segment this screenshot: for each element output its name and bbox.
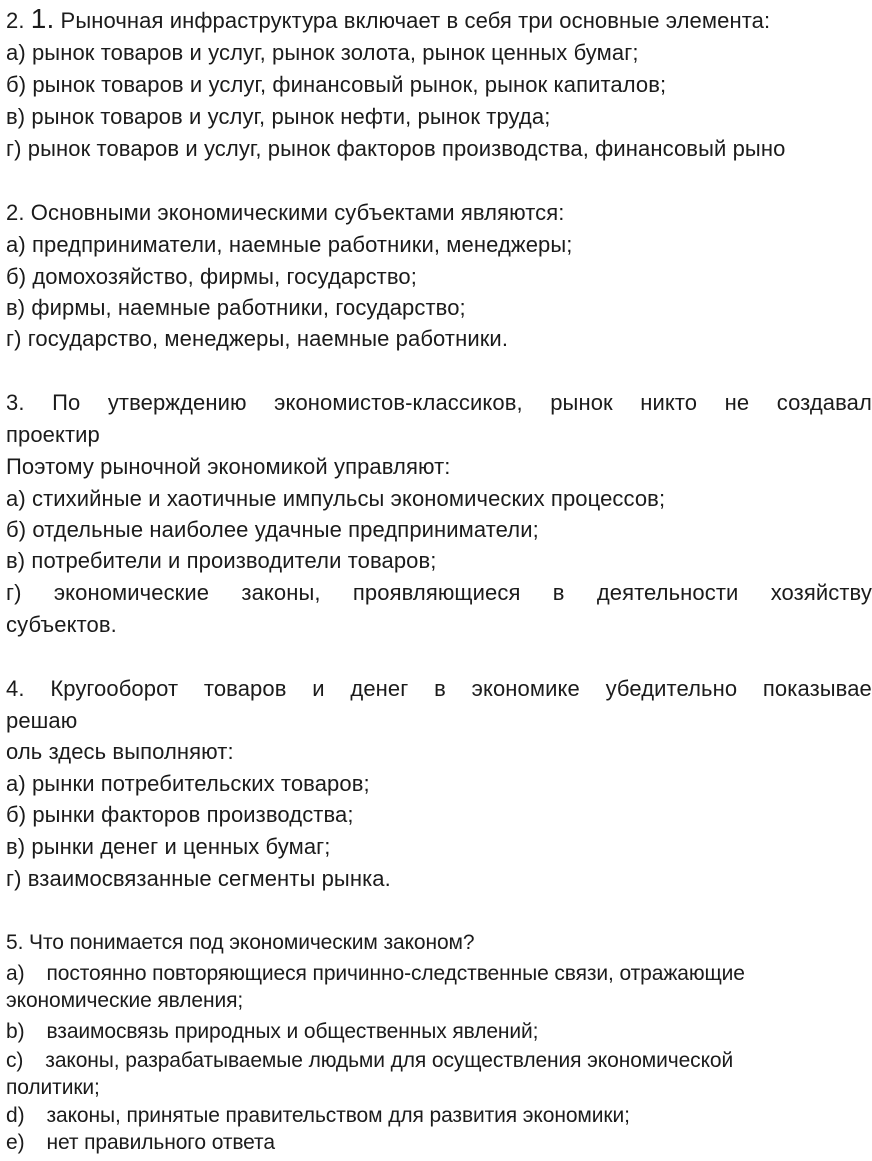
word: в [434,676,446,701]
option-line: б) отдельные наиболее удачные предприниматели; [6,517,539,542]
word: утверждению [107,390,247,415]
question-3-stem-line: проектир [6,422,100,447]
option-line: а) предприниматели, наемные работники, менеджеры; [6,232,573,257]
option-line: в) потребители и производители товаров; [6,548,437,573]
word: товаров [203,676,287,701]
word: денег [350,676,409,701]
word: экономистов-классиков, [274,390,523,415]
word: в [552,580,565,605]
word: проявляющиеся [352,580,521,605]
option-line: г) государство, менеджеры, наемные работники. [6,326,509,351]
question-number: 1. [30,3,55,34]
word: показывае [762,676,872,701]
question-3-stem-line: Поэтому рыночной экономикой управляют: [6,454,451,479]
word: и [312,676,325,701]
option-letter: e) [6,1131,25,1154]
option-continuation: экономические явления; [6,989,244,1012]
option-line: а) рынок товаров и услуг, рынок золота, рынок ценных бумаг; [6,40,639,65]
option-continuation: политики; [6,1076,100,1099]
word: экономические [53,580,210,605]
word: убедительно [605,676,738,701]
option-line [6,1017,538,1047]
question-2-stem: 2. Основными экономическими субъектами являются: [6,200,565,225]
option-line [6,1046,733,1076]
option-line [6,578,872,608]
word: создавал [776,390,872,415]
word: По [52,390,81,415]
question-3-stem-line [6,388,872,418]
word: экономике [471,676,580,701]
question-text: Рыночная инфраструктура включает в себя три основные элемента: [54,8,771,33]
option-line: г) взаимосвязанные сегменты рынка. [6,866,391,891]
word: хозяйству [770,580,872,605]
question-4-stem-line [6,674,872,704]
option-line: в) рынки денег и ценных бумаг; [6,834,331,859]
option-line [6,1128,275,1158]
option-line: а) стихийные и хаотичные импульсы экономических процессов; [6,486,666,511]
question-4-stem-line: решаю [6,708,78,733]
word: Кругооборот [50,676,179,701]
option-line: в) фирмы, наемные работники, государство; [6,295,466,320]
word: деятельности [596,580,739,605]
option-letter: b) [6,1020,25,1043]
option-text: постоянно повторяющиеся причинно-следственные связи, отражающие [46,962,745,985]
option-line: б) домохозяйство, фирмы, государство; [6,264,417,289]
option-letter: a) [6,962,25,985]
question-1-stem [6,4,770,36]
question-5-stem: 5. Что понимается под экономическим законом? [6,931,475,954]
option-letter: c) [6,1049,24,1072]
word: не [724,390,750,415]
option-line: а) рынки потребительских товаров; [6,771,370,796]
option-line: в) рынок товаров и услуг, рынок нефти, рынок труда; [6,104,551,129]
option-line: субъектов. [6,612,117,637]
option-line [6,959,745,989]
option-text: законы, принятые правительством для развития экономики; [46,1104,630,1127]
word: законы, [241,580,321,605]
option-line: г) рынок товаров и услуг, рынок факторов производства, финансовый рыно [6,136,786,161]
word: никто [640,390,698,415]
option-text: взаимосвязь природных и общественных явлений; [46,1020,539,1043]
question-4-stem-line: оль здесь выполняют: [6,739,234,764]
word: г) [6,580,22,605]
option-text: нет правильного ответа [46,1131,275,1154]
question-prefix: 2. [6,8,31,33]
word: 4. [6,676,25,701]
option-line: б) рынок товаров и услуг, финансовый рынок, рынок капиталов; [6,72,667,97]
word: 3. [6,390,25,415]
option-letter: d) [6,1104,25,1127]
option-line: б) рынки факторов производства; [6,802,354,827]
option-line [6,1101,630,1131]
option-text: законы, разрабатываемые людьми для осуществления экономической [45,1049,734,1072]
word: рынок [550,390,613,415]
